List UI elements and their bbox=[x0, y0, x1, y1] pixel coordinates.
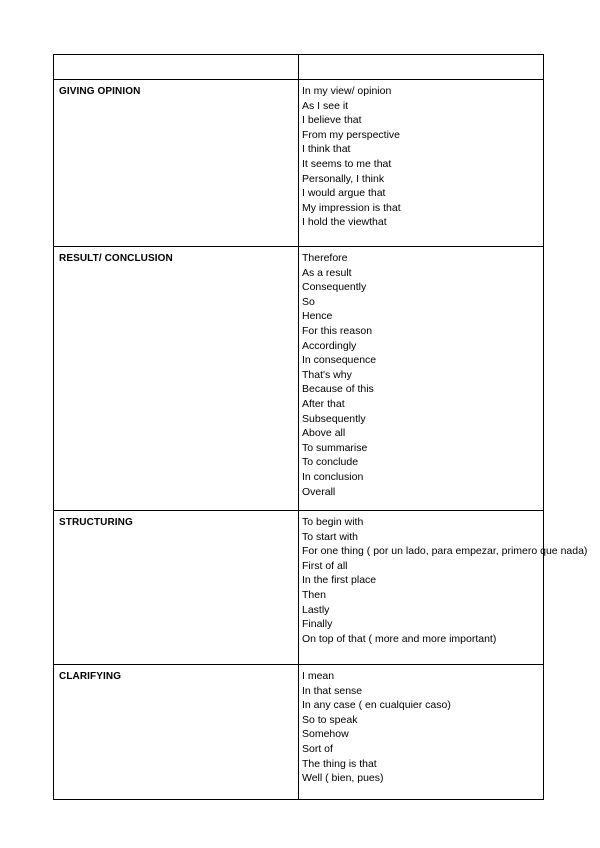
list-item: So to speak bbox=[302, 713, 358, 726]
category-label: STRUCTURING bbox=[59, 517, 133, 528]
list-item: As I see it bbox=[302, 99, 349, 112]
list-item: I mean bbox=[302, 670, 335, 682]
list-item: I hold the viewthat bbox=[302, 216, 387, 229]
section-row-structuring bbox=[54, 511, 544, 665]
list-item: Well ( bien, pues) bbox=[302, 772, 384, 785]
list-item: For this reason bbox=[302, 324, 373, 337]
items-cell bbox=[299, 80, 544, 247]
list-item: For one thing ( por un lado, para empezar, primero que nada) bbox=[302, 545, 588, 558]
items-cell bbox=[299, 511, 588, 665]
list-item: Because of this bbox=[302, 383, 374, 396]
list-item: Above all bbox=[302, 427, 346, 440]
category-cell bbox=[54, 665, 299, 800]
list-item: Finally bbox=[302, 618, 333, 631]
list-item: To conclude bbox=[302, 456, 359, 469]
section-row-result-conclusion bbox=[54, 247, 544, 511]
list-item: In any case ( en cualquier caso) bbox=[302, 699, 451, 712]
category-label: CLARIFYING bbox=[59, 671, 122, 682]
list-item: Sort of bbox=[302, 742, 333, 755]
category-label: RESULT/ CONCLUSION bbox=[59, 253, 173, 264]
list-item: I believe that bbox=[302, 114, 362, 127]
list-item: In the first place bbox=[302, 574, 377, 587]
category-cell bbox=[54, 247, 299, 511]
connectors-table bbox=[53, 54, 588, 800]
list-item: In consequence bbox=[302, 354, 377, 367]
header-right-cell bbox=[299, 55, 544, 80]
list-item: From my perspective bbox=[302, 128, 401, 141]
items-cell bbox=[299, 665, 544, 800]
list-item: Personally, I think bbox=[302, 172, 385, 185]
list-item: That's why bbox=[302, 368, 352, 381]
items-cell bbox=[299, 247, 544, 511]
list-item: In that sense bbox=[302, 684, 363, 697]
list-item: Accordingly bbox=[302, 339, 357, 352]
section-row-clarifying bbox=[54, 665, 544, 800]
list-item: Overall bbox=[302, 485, 336, 498]
list-item: To begin with bbox=[302, 516, 364, 528]
list-item: It seems to me that bbox=[302, 157, 392, 170]
list-item: As a result bbox=[302, 266, 352, 279]
list-item: Somehow bbox=[302, 728, 349, 741]
list-item: Lastly bbox=[302, 603, 330, 616]
list-item: So bbox=[302, 295, 315, 308]
list-item: Hence bbox=[302, 310, 333, 323]
list-item: Then bbox=[302, 588, 326, 601]
list-item: I think that bbox=[302, 143, 351, 156]
list-item: After that bbox=[302, 397, 345, 410]
list-item: My impression is that bbox=[302, 201, 401, 214]
list-item: Consequently bbox=[302, 281, 367, 294]
category-cell bbox=[54, 511, 299, 665]
list-item: In conclusion bbox=[302, 470, 364, 483]
category-label: GIVING OPINION bbox=[59, 86, 141, 97]
list-item: The thing is that bbox=[302, 757, 377, 770]
list-item: To summarise bbox=[302, 441, 368, 454]
table-header-row bbox=[54, 55, 544, 80]
header-left-cell bbox=[54, 55, 299, 80]
category-cell bbox=[54, 80, 299, 247]
list-item: First of all bbox=[302, 559, 348, 572]
list-item: I would argue that bbox=[302, 187, 386, 200]
list-item: In my view/ opinion bbox=[302, 85, 392, 97]
list-item: To start with bbox=[302, 530, 359, 543]
section-row-giving-opinion bbox=[54, 80, 544, 247]
list-item: On top of that ( more and more important) bbox=[302, 632, 497, 645]
list-item: Therefore bbox=[302, 252, 348, 264]
list-item: Subsequently bbox=[302, 412, 366, 425]
